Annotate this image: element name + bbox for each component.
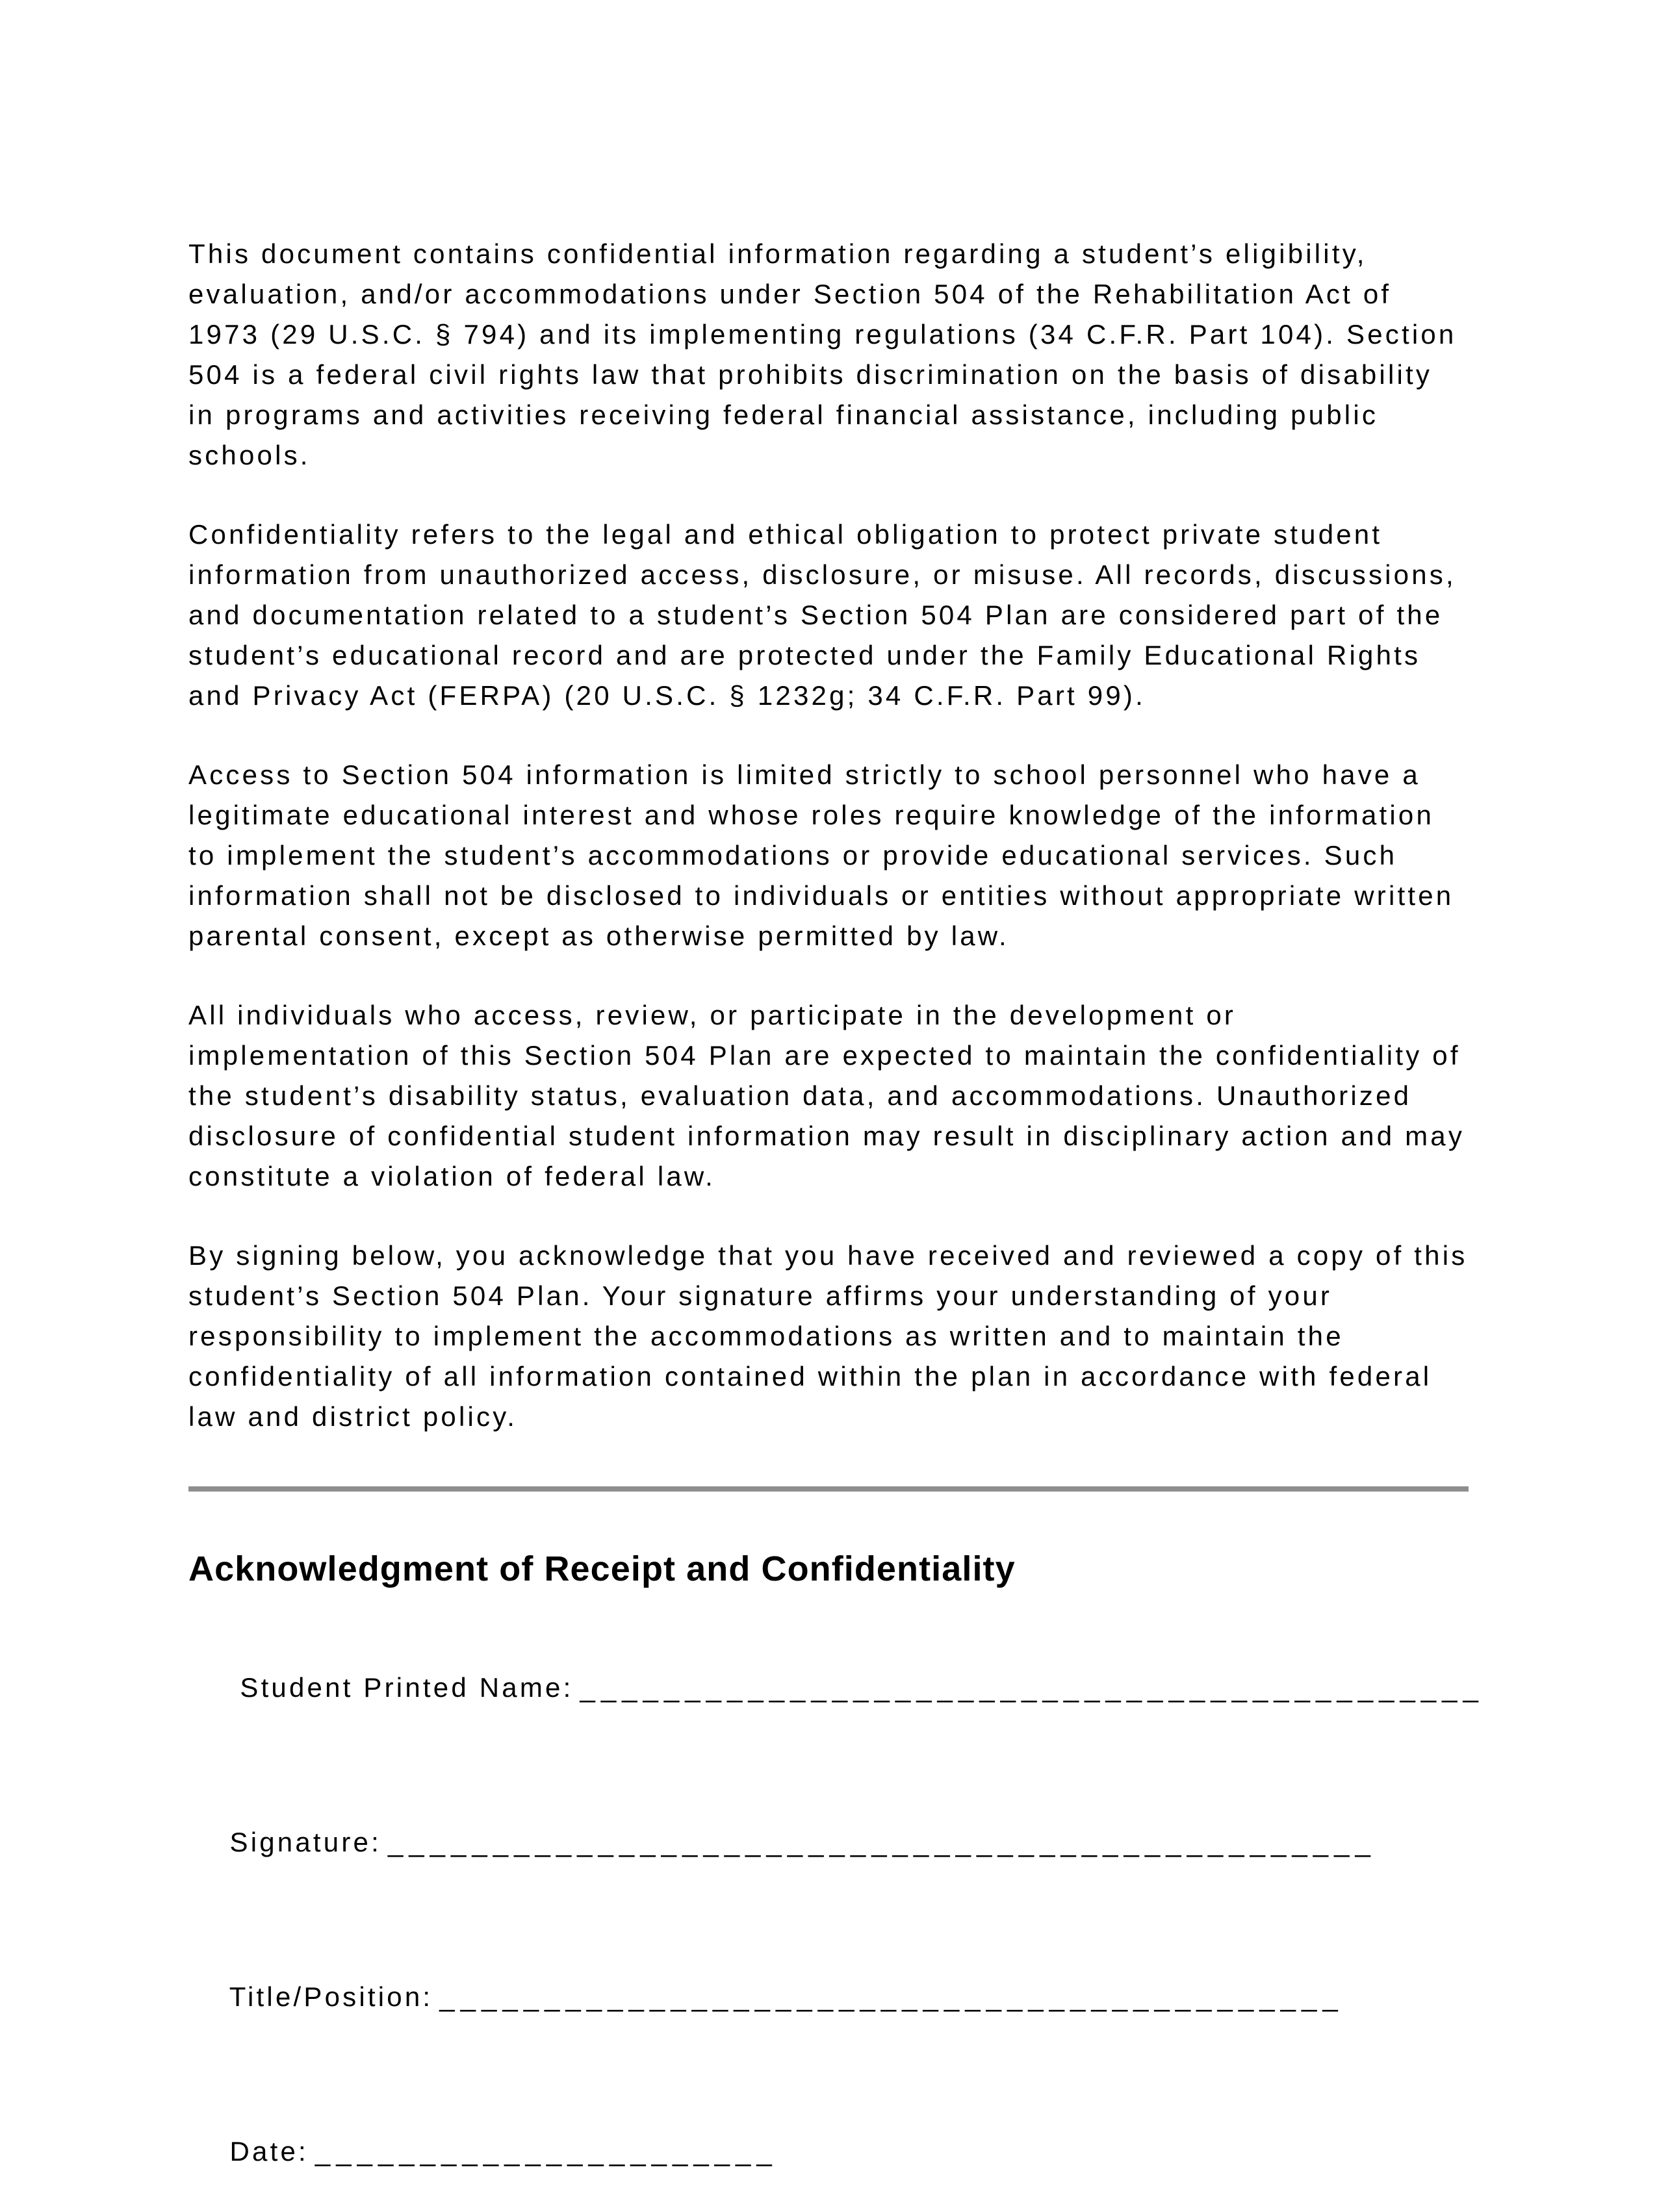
date-blank-line: ______________________ — [315, 2136, 778, 2167]
notice-paragraph-1: This document contains confidential information regarding a student’s eligibility, evaluation, and/or accommodations under Section 504 of the Rehabilitation Act of 1973 (29 U.S.C. § 794) and its implementing regulations (34 C.F.R. Part 104). Section 504 is a federal civil rights law that prohibits discrimination on the basis of disability in programs and activities receiving federal financial assistance, including public schools. — [188, 238, 1457, 470]
title-position-blank-line: ___________________________________________ — [439, 1981, 1344, 2012]
date-label: Date: — [229, 2136, 309, 2167]
student-printed-name-label: Student Printed Name: — [229, 1672, 574, 1703]
field-row-date — [188, 2091, 1469, 2212]
field-row-title-position — [188, 1937, 1469, 2057]
notice-paragraph-2: Confidentiality refers to the legal and ethical obligation to protect private student information from unauthorized access, disclosure, or misuse. All records, discussions, and documentation related to a student’s Section 504 Plan are considered part of the student’s educational record and are protected under the Family Educational Rights and Privacy Act (FERPA) (20 U.S.C. § 1232g; 34 C.F.R. Part 99). — [188, 519, 1456, 711]
field-row-signature — [188, 1782, 1469, 1903]
section-divider — [188, 1486, 1469, 1492]
signature-blank-line: _______________________________________________ — [387, 1827, 1376, 1857]
signature-label: Signature: — [229, 1827, 381, 1857]
field-row-student-printed-name — [188, 1627, 1484, 1748]
acknowledgment-heading: Acknowledgment of Receipt and Confidentiality — [188, 1549, 1016, 1588]
confidentiality-notice — [188, 234, 1469, 1437]
title-position-label: Title/Position: — [229, 1981, 433, 2012]
notice-paragraph-5: By signing below, you acknowledge that you have received and reviewed a copy of this student’s Section 504 Plan. Your signature affirms your understanding of your responsibility to implement the accommodations as written and to maintain the confidentiality of all information contained within the plan in accordance with federal law and district policy. — [188, 1240, 1468, 1432]
notice-paragraph-4: All individuals who access, review, or participate in the development or implementation of this Section 504 Plan are expected to maintain the confidentiality of the student’s disability status, evaluation data, and accommodations. Unauthorized disclosure of confidential student information may result in disciplinary action and may constitute a violation of federal law. — [188, 1000, 1465, 1191]
notice-paragraph-3: Access to Section 504 information is limited strictly to school personnel who have a legitimate educational interest and whose roles require knowledge of the information to implement the student’s accommodations or provide educational services. Such information shall not be disclosed to individuals or entities without appropriate written parental consent, except as otherwise permitted by law. — [188, 759, 1454, 951]
student-printed-name-blank-line: ___________________________________________ — [580, 1672, 1484, 1703]
